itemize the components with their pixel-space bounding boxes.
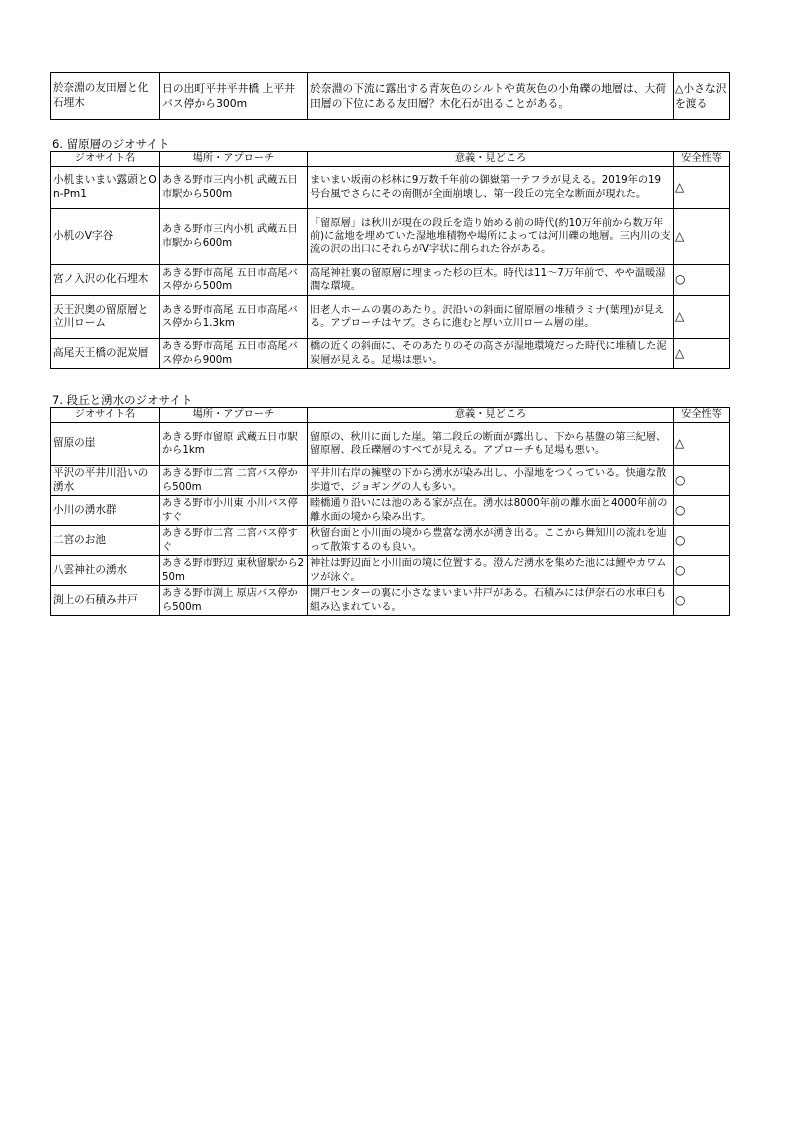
section-7-title: 7. 段丘と湧水のジオサイト [52, 393, 193, 407]
table-row [51, 73, 730, 120]
geosite-safety: △ [674, 296, 730, 339]
geosite-name: 留原の崖 [51, 423, 160, 466]
geosite-name: 天王沢奥の留原層と立川ローム [51, 296, 160, 339]
geosite-highlight: 於奈淵の下流に露出する青灰色のシルトや黄灰色の小角礫の地層は、大荷田層の下位にある友田層？木化石が出ることがある。 [308, 73, 674, 120]
geosite-name: 於奈淵の友田層と化石埋木 [51, 73, 160, 120]
geosite-name: 二宮のお池 [51, 526, 160, 556]
geosite-highlight: 開戸センターの裏に小さなまいまい井戸がある。石積みには伊奈石の水車臼も組み込まれている。 [308, 586, 674, 616]
geosite-safety: ○ [674, 526, 730, 556]
geosite-access: あきる野市二宮 二宮バス停から500m [160, 466, 308, 496]
continued-table [50, 72, 730, 120]
header-highlight: 意義・見どころ [308, 408, 674, 423]
table-row [51, 265, 730, 296]
geosite-safety: ○ [674, 466, 730, 496]
geosite-name: 小机のV字谷 [51, 209, 160, 265]
geosite-highlight: 高尾神社裏の留原層に埋まった杉の巨木。時代は11～7万年前で、やや温暖湿潤な環境。 [308, 265, 674, 296]
table-row [51, 556, 730, 586]
geosite-access: あきる野市小川東 小川バス停すぐ [160, 496, 308, 526]
geosite-access: あきる野市野辺 東秋留駅から250m [160, 556, 308, 586]
geosite-access: 日の出町平井平井橋 上平井バス停から300m [160, 73, 308, 120]
table-header-row [51, 408, 730, 423]
geosite-safety: ○ [674, 556, 730, 586]
geosite-highlight: 橋の近くの斜面に、そのあたりのその高さが湿地環境だった時代に堆積した泥炭層が見える。足場は悪い。 [308, 339, 674, 369]
section-6-table [50, 151, 730, 369]
header-name: ジオサイト名 [51, 152, 160, 167]
section-6-title: 6. 留原層のジオサイト [52, 137, 170, 151]
table-row [51, 586, 730, 616]
geosite-name: 小川の湧水群 [51, 496, 160, 526]
geosite-name: 八雲神社の湧水 [51, 556, 160, 586]
geosite-safety: △ [674, 423, 730, 466]
geosite-name: 小机まいまい露頭とOn-Pm1 [51, 167, 160, 209]
geosite-access: あきる野市留原 武蔵五日市駅から1km [160, 423, 308, 466]
header-access: 場所・アプローチ [160, 408, 308, 423]
geosite-name: 宮ノ入沢の化石埋木 [51, 265, 160, 296]
geosite-access: あきる野市二宮 二宮バス停すぐ [160, 526, 308, 556]
geosite-safety: △小さな沢を渡る [674, 73, 730, 120]
geosite-highlight: 秋留台面と小川面の境から豊富な湧水が湧き出る。ここから舞知川の流れを辿って散策するのも良い。 [308, 526, 674, 556]
header-access: 場所・アプローチ [160, 152, 308, 167]
geosite-name: 平沢の平井川沿いの湧水 [51, 466, 160, 496]
table-row [51, 209, 730, 265]
table-row [51, 466, 730, 496]
geosite-access: あきる野市三内小机 武蔵五日市駅から600m [160, 209, 308, 265]
geosite-safety: △ [674, 339, 730, 369]
header-name: ジオサイト名 [51, 408, 160, 423]
geosite-access: あきる野市三内小机 武蔵五日市駅から500m [160, 167, 308, 209]
geosite-access: あきる野市渕上 原店バス停から500m [160, 586, 308, 616]
geosite-name: 渕上の石積み井戸 [51, 586, 160, 616]
geosite-safety: ○ [674, 496, 730, 526]
geosite-access: あきる野市高尾 五日市高尾バス停から1.3km [160, 296, 308, 339]
table-row [51, 496, 730, 526]
geosite-safety: △ [674, 167, 730, 209]
geosite-safety: △ [674, 209, 730, 265]
geosite-highlight: 平井川右岸の擁壁の下から湧水が染み出し、小湿地をつくっている。快適な散歩道で、ジョギングの人も多い。 [308, 466, 674, 496]
geosite-highlight: 留原の、秋川に面した崖。第二段丘の断面が露出し、下から基盤の第三紀層、留原層、段丘礫層のすべてが見える。アプローチも足場も悪い。 [308, 423, 674, 466]
geosite-highlight: 「留原層」は秋川が現在の段丘を造り始める前の時代(約10万年前から数万年前)に盆地を埋めていた湿地堆積物や場所によっては河川礫の地層。三内川の支流の沢の出口にそれらがV字状に削られた谷がある。 [308, 209, 674, 265]
header-safety: 安全性等 [674, 408, 730, 423]
geosite-highlight: まいまい坂南の杉林に9万数千年前の御嶽第一テフラが見える。2019年の19号台風でさらにその南側が全面崩壊し、第一段丘の完全な断面が現れた。 [308, 167, 674, 209]
geosite-highlight: 睦橋通り沿いには池のある家が点在。湧水は8000年前の離水面と4000年前の離水面の境から染み出す。 [308, 496, 674, 526]
header-highlight: 意義・見どころ [308, 152, 674, 167]
geosite-access: あきる野市高尾 五日市高尾バス停から900m [160, 339, 308, 369]
table-header-row [51, 152, 730, 167]
section-7-table [50, 407, 730, 616]
geosite-access: あきる野市高尾 五日市高尾バス停から500m [160, 265, 308, 296]
table-row [51, 296, 730, 339]
geosite-name: 高尾天王橋の泥炭層 [51, 339, 160, 369]
geosite-highlight: 旧老人ホームの裏のあたり。沢沿いの斜面に留原層の堆積ラミナ(葉理)が見える。アプローチはヤブ。さらに進むと厚い立川ローム層の崖。 [308, 296, 674, 339]
geosite-highlight: 神社は野辺面と小川面の境に位置する。澄んだ湧水を集めた池には鯉やカワムツが泳ぐ。 [308, 556, 674, 586]
geosite-safety: ○ [674, 265, 730, 296]
geosite-safety: ○ [674, 586, 730, 616]
table-row [51, 167, 730, 209]
table-row [51, 339, 730, 369]
table-row [51, 423, 730, 466]
header-safety: 安全性等 [674, 152, 730, 167]
table-row [51, 526, 730, 556]
